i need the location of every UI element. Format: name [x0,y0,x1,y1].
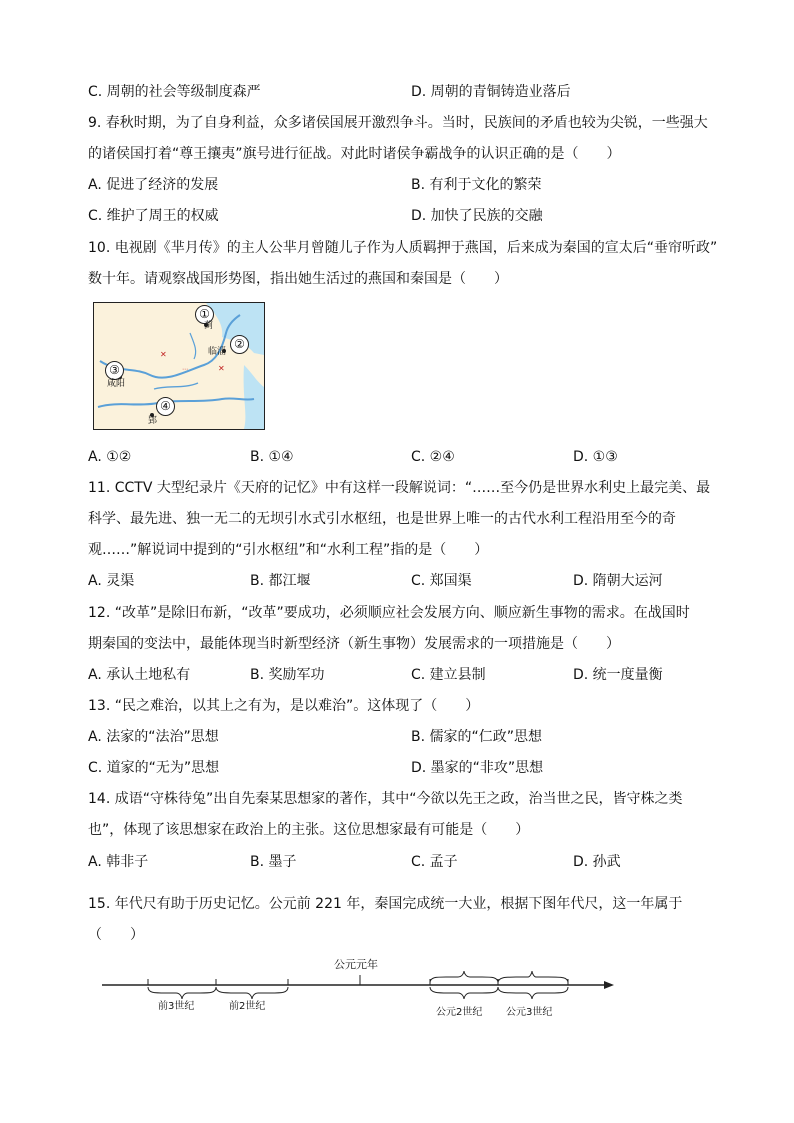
timeline-center-label: 公元元年 [334,958,378,971]
q10-option-d: D. ①③ [573,449,618,465]
q12-option-b: B. 奖励军功 [250,667,325,683]
q10-option-a: A. ①② [88,449,132,465]
q12-stem-line1: 12. “改革”是除旧布新，“改革”要成功，必须顺应社会发展方向、顺应新生事物的需求。在战国时 [88,605,690,621]
q15-stem-line2: （ ） [88,927,144,943]
map-marker-4: ④ [156,397,175,416]
map-place-ji: 蓟 [204,321,214,331]
timeline-label-ad2: 公元2世纪 [436,1007,483,1018]
q10-stem-line2: 数十年。请观察战国形势图，指出她生活过的燕国和秦国是（ ） [88,271,508,287]
q12-option-d: D. 统一度量衡 [573,667,663,683]
svg-text:⋯: ⋯ [182,366,188,373]
q12-option-c: C. 建立县制 [411,667,486,683]
q11-option-d: D. 隋朝大运河 [573,573,663,589]
q12-stem-line2: 期秦国的变法中，最能体现当时新型经济（新生事物）发展需求的一项措施是（ ） [88,636,620,652]
svg-text:✕: ✕ [218,364,225,373]
q14-option-d: D. 孙武 [573,854,621,870]
q13-stem-line1: 13. “民之难治，以其上之有为，是以难治”。这体现了（ ） [88,698,480,714]
q13-option-c: C. 道家的“无为”思想 [88,760,220,776]
q11-option-a: A. 灵渠 [88,573,135,589]
timeline-arrow [604,981,614,989]
map-place-ying: 郢 [148,416,158,426]
q8-option-d: D. 周朝的青铜铸造业落后 [411,84,571,100]
q11-stem-line1: 11. CCTV 大型纪录片《天府的记忆》中有这样一段解说词：“……至今仍是世界水利史上最完美、最 [88,480,711,496]
q9-stem-line2: 的诸侯国打着“尊王攘夷”旗号进行征战。对此时诸侯争霸战争的认识正确的是（ ） [88,146,621,162]
map-marker-2: ② [230,335,249,354]
q14-option-a: A. 韩非子 [88,854,149,870]
q9-option-a: A. 促进了经济的发展 [88,177,219,193]
q9-option-d: D. 加快了民族的交融 [411,208,543,224]
q13-option-d: D. 墨家的“非攻”思想 [411,760,544,776]
q10-stem-line1: 10. 电视剧《芈月传》的主人公芈月曾随儿子作为人质羁押于燕国，后来成为秦国的宣太后“垂帘听政” [88,240,718,256]
q13-option-b: B. 儒家的“仁政”思想 [411,729,543,745]
q13-option-a: A. 法家的“法治”思想 [88,729,219,745]
warring-states-map [93,302,265,430]
q8-option-c: C. 周朝的社会等级制度森严 [88,84,261,100]
map-marker-1: ① [195,305,214,324]
timeline-label-bc3: 前3世纪 [158,1001,195,1012]
q12-option-a: A. 承认土地私有 [88,667,191,683]
map-marker-3: ③ [105,361,124,380]
timeline-label-bc2: 前2世纪 [229,1001,266,1012]
q14-stem-line2: 也”，体现了该思想家在政治上的主张。这位思想家最有可能是（ ） [88,822,530,838]
q14-option-b: B. 墨子 [250,854,297,870]
q15-stem-line1: 15. 年代尺有助于历史记忆。公元前 221 年，秦国完成统一大业，根据下图年代尺，这一年属于 [88,896,683,912]
q9-option-c: C. 维护了周王的权威 [88,208,219,224]
svg-text:✕: ✕ [160,350,167,359]
q10-option-c: C. ②④ [411,449,455,465]
timeline-ruler [96,955,616,1025]
map-place-xianyang: 咸阳 [107,379,126,389]
q11-stem-line3: 观……”解说词中提到的“引水枢纽”和“水利工程”指的是（ ） [88,542,489,558]
q9-option-b: B. 有利于文化的繁荣 [411,177,542,193]
q10-option-b: B. ①④ [250,449,294,465]
q11-stem-line2: 科学、最先进、独一无二的无坝引水式引水枢纽，也是世界上唯一的古代水利工程沿用至今的奇 [88,511,676,527]
timeline-label-ad3: 公元3世纪 [506,1007,553,1018]
map-place-linzi: 临淄 [208,347,227,357]
q9-stem-line1: 9. 春秋时期，为了自身利益，众多诸侯国展开激烈争斗。当时，民族间的矛盾也较为尖锐，一些强大 [88,115,708,131]
q11-option-c: C. 郑国渠 [411,573,472,589]
q11-option-b: B. 都江堰 [250,573,311,589]
q14-stem-line1: 14. 成语“守株待兔”出自先秦某思想家的著作，其中“今欲以先王之政，治当世之民，皆守株之类 [88,791,683,807]
q14-option-c: C. 孟子 [411,854,458,870]
